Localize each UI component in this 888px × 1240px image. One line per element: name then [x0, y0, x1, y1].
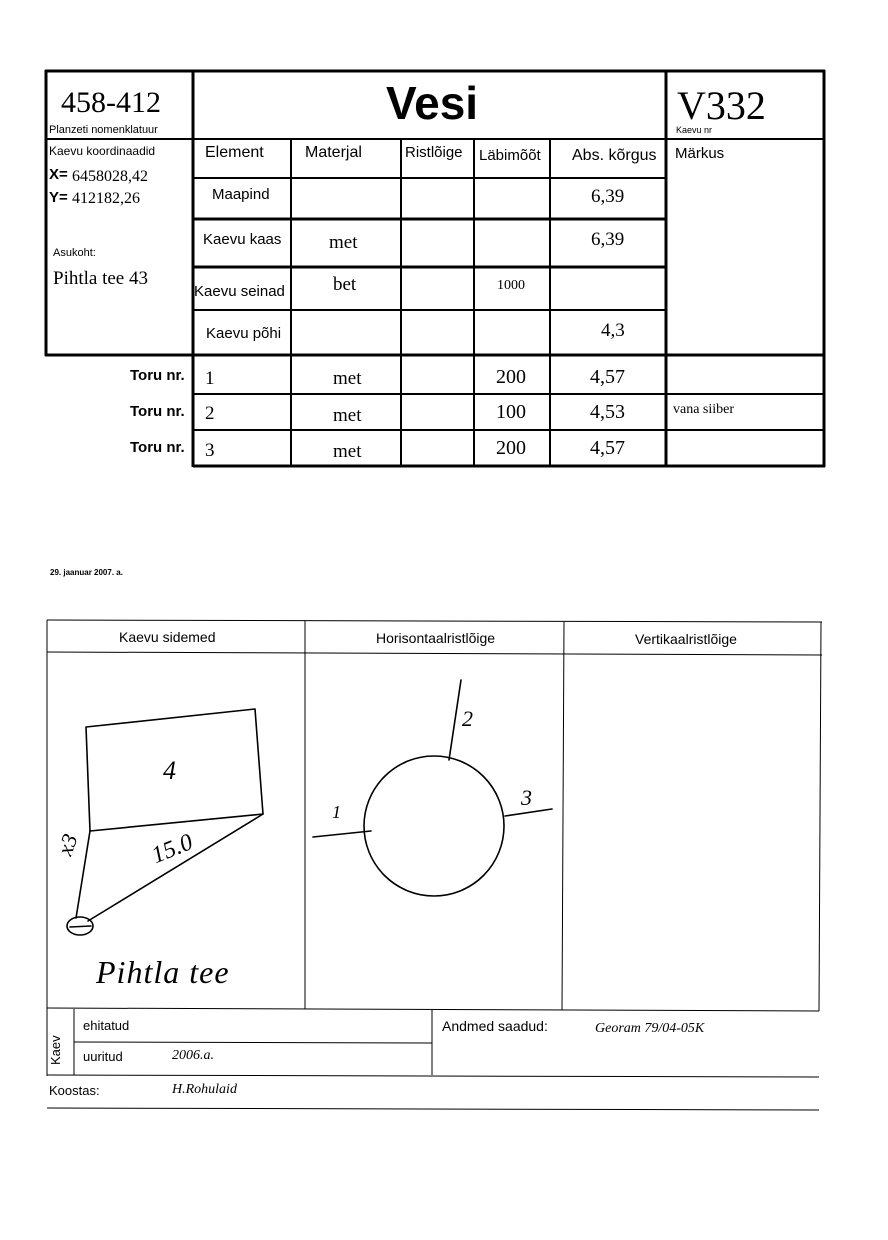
pipe-abs: 4,53	[590, 401, 625, 423]
pipe-material: met	[333, 405, 362, 426]
pipe-diameter: 200	[496, 366, 526, 388]
pipe-label: Toru nr.	[130, 367, 185, 384]
surveyed-label: uuritud	[83, 1049, 123, 1064]
pipe-number: 1	[205, 368, 215, 389]
pipe-number: 2	[205, 403, 215, 424]
pipe-line-2	[449, 680, 461, 760]
built-label: ehitatud	[83, 1018, 130, 1033]
pipe-number: 3	[205, 440, 215, 461]
kaev-label: Kaev	[48, 1035, 63, 1065]
well-circle	[364, 756, 504, 896]
element-name: Maapind	[212, 186, 270, 203]
surveyed-value: 2006.a.	[172, 1048, 214, 1063]
well-number-label: Kaevu nr	[676, 125, 713, 135]
pipe-material: met	[333, 441, 362, 462]
pipe-abs: 4,57	[590, 366, 625, 388]
author-label: Koostas:	[49, 1083, 100, 1098]
hand-distance-b: 15.0	[148, 829, 197, 870]
element-material: bet	[333, 274, 357, 295]
hand-pipe-3: 3	[521, 785, 532, 810]
sketch-header-horizontal: Horisontaalristlõige	[376, 630, 496, 646]
pipe-label: Toru nr.	[130, 439, 185, 456]
hand-pipe-1: 1	[332, 802, 341, 822]
data-source-value: Georam 79/04-05K	[595, 1021, 705, 1036]
tie-line-b	[88, 814, 263, 921]
location-value: Pihtla tee 43	[53, 268, 148, 289]
y-coord-value: 412182,26	[72, 190, 140, 207]
hand-pipe-2: 2	[462, 706, 473, 731]
x-coord-value: 6458028,42	[72, 168, 148, 185]
col-header-diameter: Läbimõõt	[479, 147, 541, 164]
pipe-label: Toru nr.	[130, 403, 185, 420]
pipe-abs: 4,57	[590, 437, 625, 459]
pipe-material: met	[333, 368, 362, 389]
document-date: 29. jaanuar 2007. a.	[50, 568, 123, 577]
element-abs: 6,39	[591, 229, 625, 250]
pipe-note: vana siiber	[673, 402, 735, 417]
sheet-code: 458-412	[61, 86, 161, 119]
sketch-header-vertical: Vertikaalristlõige	[635, 631, 737, 647]
col-header-material: Materjal	[305, 144, 362, 161]
pipe-diameter: 200	[496, 437, 526, 459]
col-header-section: Ristlõige	[405, 144, 463, 161]
element-diameter: 1000	[497, 278, 525, 293]
col-header-element: Element	[205, 144, 264, 161]
element-name: Kaevu põhi	[206, 325, 282, 342]
element-name: Kaevu kaas	[203, 231, 282, 248]
coords-label: Kaevu koordinaadid	[49, 144, 156, 158]
element-abs: 6,39	[591, 186, 625, 207]
hand-distance-a: x3	[52, 830, 83, 859]
data-source-label: Andmed saadud:	[442, 1018, 548, 1034]
well-number: V332	[677, 83, 766, 128]
pipe-line-1	[313, 831, 371, 837]
col-header-note: Märkus	[675, 145, 725, 162]
col-header-abs: Abs. kõrgus	[572, 147, 657, 164]
sketch-header-connections: Kaevu sidemed	[119, 629, 216, 645]
element-name: Kaevu seinad	[194, 283, 285, 300]
hand-building-number: 4	[163, 756, 176, 785]
author-value: H.Rohulaid	[172, 1082, 237, 1097]
pipe-diameter: 100	[496, 401, 526, 423]
x-coord-label: X=	[49, 166, 68, 183]
page-title: Vesi	[386, 77, 479, 129]
location-label: Asukoht:	[53, 247, 96, 259]
sheet-code-label: Planzeti nomenklatuur	[49, 124, 158, 136]
hand-street-name: Pihtla tee	[96, 954, 230, 990]
element-abs: 4,3	[601, 320, 625, 341]
element-material: met	[329, 232, 358, 253]
y-coord-label: Y=	[49, 189, 68, 206]
